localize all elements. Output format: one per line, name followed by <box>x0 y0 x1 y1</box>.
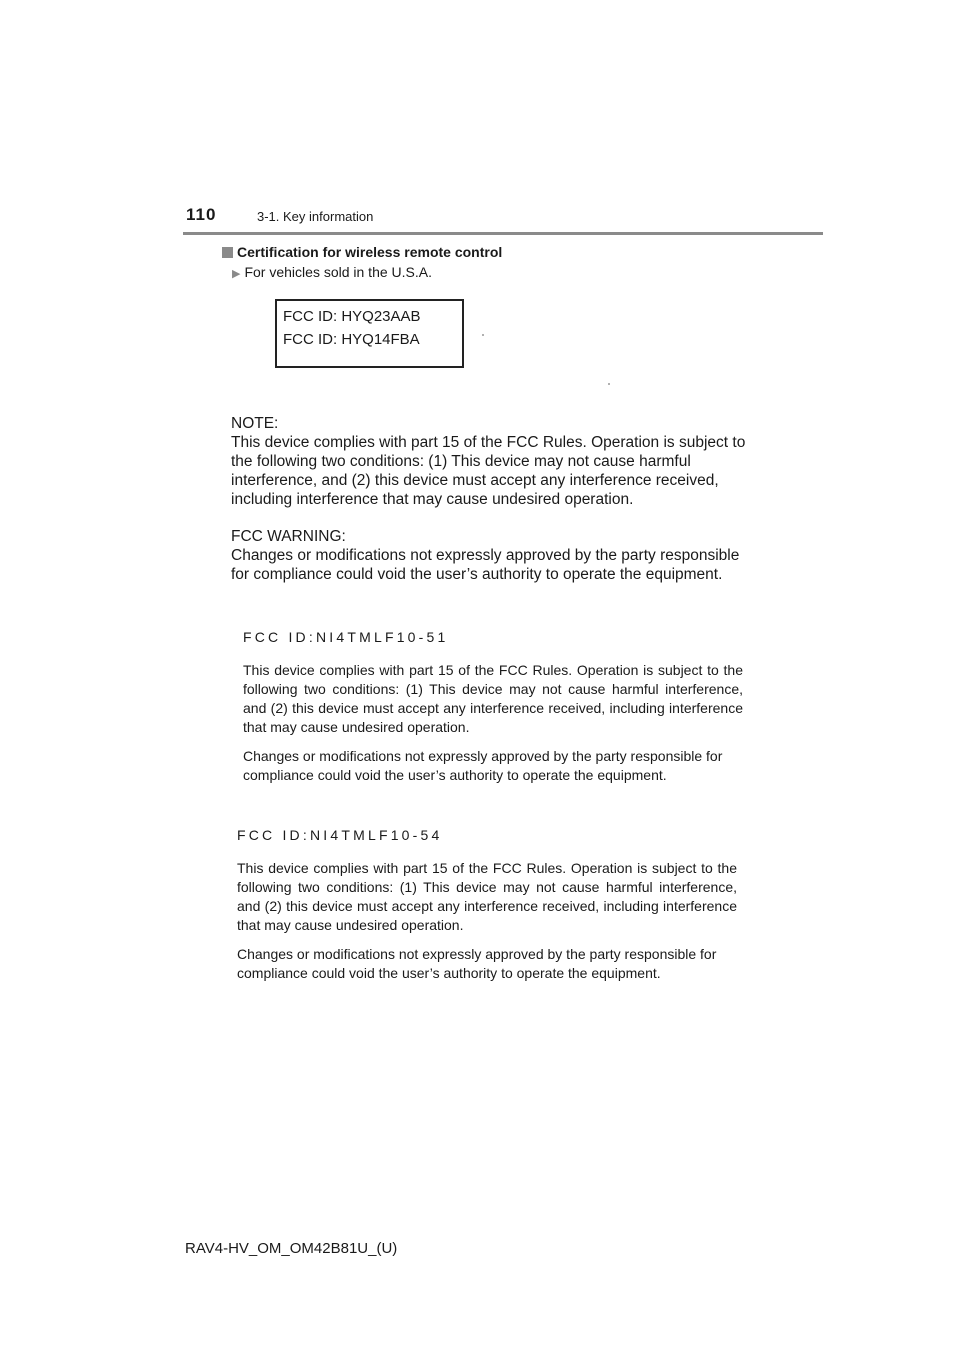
compliance-text: This device complies with part 15 of the FCC Rules. Operation is subject to the following two conditions: (1) This device may not cause harmful interference, and (2) this device must accept any interference received, including interference that may cause undesired operation. <box>237 860 737 933</box>
warning-label: FCC WARNING: <box>231 528 346 545</box>
compliance-text: This device complies with part 15 of the FCC Rules. Operation is subject to the following two conditions: (1) This device may not cause harmful interference, and (2) this device must accept any interference received, including interference that may cause undesired operation. <box>243 662 743 735</box>
changes-text: Changes or modifications not expressly approved by the party responsible for compliance could void the user’s authority to operate the equipment. <box>243 748 723 783</box>
warning-text: Changes or modifications not expressly approved by the party responsible for compliance could void the user’s authority to operate the equipment. <box>231 547 740 583</box>
region-sub-item <box>232 264 432 280</box>
fcc-id-heading: FCC ID:NI4TMLF10-54 <box>237 827 443 843</box>
note-label: NOTE: <box>231 415 279 432</box>
region-sub-item-text: For vehicles sold in the U.S.A. <box>244 264 432 280</box>
changes-text: Changes or modifications not expressly approved by the party responsible for compliance could void the user’s authority to operate the equipment. <box>237 946 717 981</box>
fcc-id-box <box>275 299 464 368</box>
page-number: 110 <box>186 205 217 224</box>
certification-heading <box>222 244 502 260</box>
section-title: 3-1. Key information <box>257 209 374 224</box>
fcc-label-block <box>237 826 737 983</box>
note-text: This device complies with part 15 of the FCC Rules. Operation is subject to the following two conditions: (1) This device may not cause harmful interference, and (2) this device must accept any interference received, including interference that may cause undesired operation. <box>231 434 746 508</box>
square-bullet-icon <box>222 247 233 258</box>
fcc-id-heading: FCC ID:NI4TMLF10-51 <box>243 629 449 645</box>
scan-speck <box>482 334 484 336</box>
fcc-note-block <box>231 414 761 584</box>
scan-speck <box>608 383 610 385</box>
fcc-id-line: FCC ID: HYQ23AAB <box>283 308 421 325</box>
header-divider <box>183 232 823 235</box>
fcc-label-block <box>243 628 743 785</box>
fcc-id-line: FCC ID: HYQ14FBA <box>283 331 420 348</box>
document-code: RAV4-HV_OM_OM42B81U_(U) <box>185 1240 398 1257</box>
certification-heading-text: Certification for wireless remote control <box>237 244 503 260</box>
triangle-bullet-icon: ▶ <box>232 268 241 280</box>
